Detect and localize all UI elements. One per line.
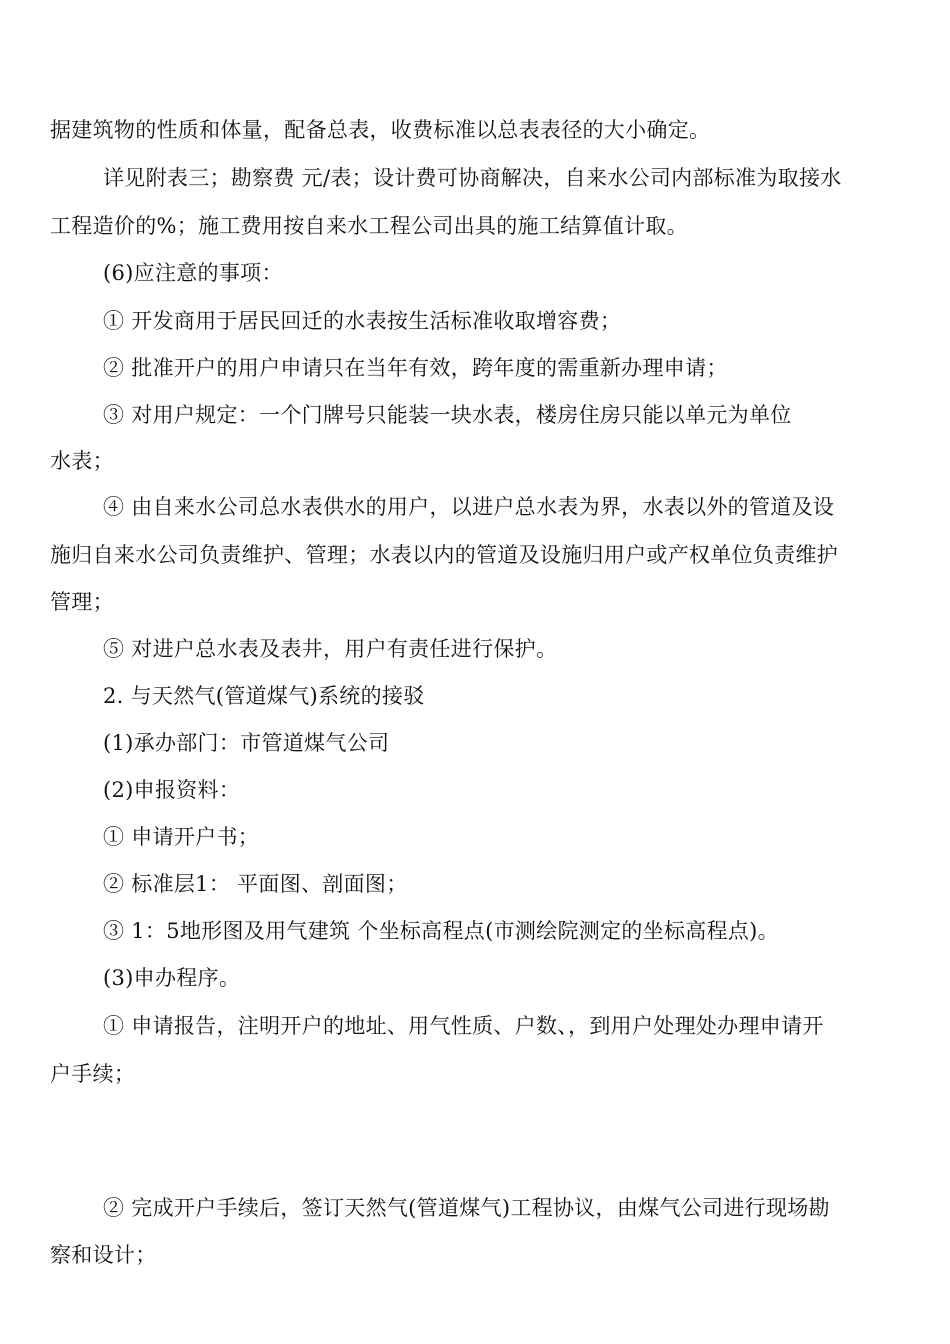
text-line: 察和设计；: [50, 1243, 157, 1267]
text-line: 户手续；: [50, 1062, 136, 1086]
text-line: ① 申请报告，注明开户的地址、用气性质、户数、，到用户处理处办理申请开: [103, 1014, 824, 1038]
text-line: (6)应注意的事项：: [103, 261, 283, 285]
text-line: 工程造价的%；施工费用按自来水工程公司出具的施工结算值计取。: [50, 214, 688, 238]
text-line: ② 批准开户的用户申请只在当年有效，跨年度的需重新办理申请；: [103, 356, 728, 380]
text-line: (2)申报资料：: [103, 778, 241, 802]
text-line: ④ 由自来水公司总水表供水的用户，以进户总水表为界，水表以外的管道及设: [103, 495, 835, 519]
text-line: 据建筑物的性质和体量，配备总表，收费标准以总表表径的大小确定。: [50, 118, 711, 142]
text-line: ⑤ 对进户总水表及表井，用户有责任进行保护。: [103, 637, 558, 661]
text-line: 施归自来水公司负责维护、管理；水表以内的管道及设施归用户或产权单位负责维护: [50, 543, 839, 567]
text-line: ③ 1：5地形图及用气建筑 个坐标高程点(市测绘院测定的坐标高程点)。: [103, 919, 779, 943]
text-line: (3)申办程序。: [103, 966, 241, 990]
text-line: ① 申请开户书；: [103, 825, 260, 849]
text-line: ① 开发商用于居民回迁的水表按生活标准收取增容费；: [103, 309, 622, 333]
text-line: ② 标准层1： 平面图、剖面图；: [103, 872, 408, 896]
text-line: ③ 对用户规定：一个门牌号只能装一块水表，楼房住房只能以单元为单位: [103, 403, 792, 427]
text-line: 详见附表三；勘察费 元/表；设计费可协商解决，自来水公司内部标准为取接水: [103, 166, 842, 190]
text-line: 水表；: [50, 449, 114, 473]
text-line: (1)承办部门：市管道煤气公司: [103, 731, 390, 755]
text-line: 管理；: [50, 590, 114, 614]
text-line: ② 完成开户手续后，签订天然气(管道煤气)工程协议，由煤气公司进行现场勘: [103, 1196, 830, 1220]
section-heading: 2. 与天然气(管道煤气)系统的接驳: [103, 684, 425, 708]
